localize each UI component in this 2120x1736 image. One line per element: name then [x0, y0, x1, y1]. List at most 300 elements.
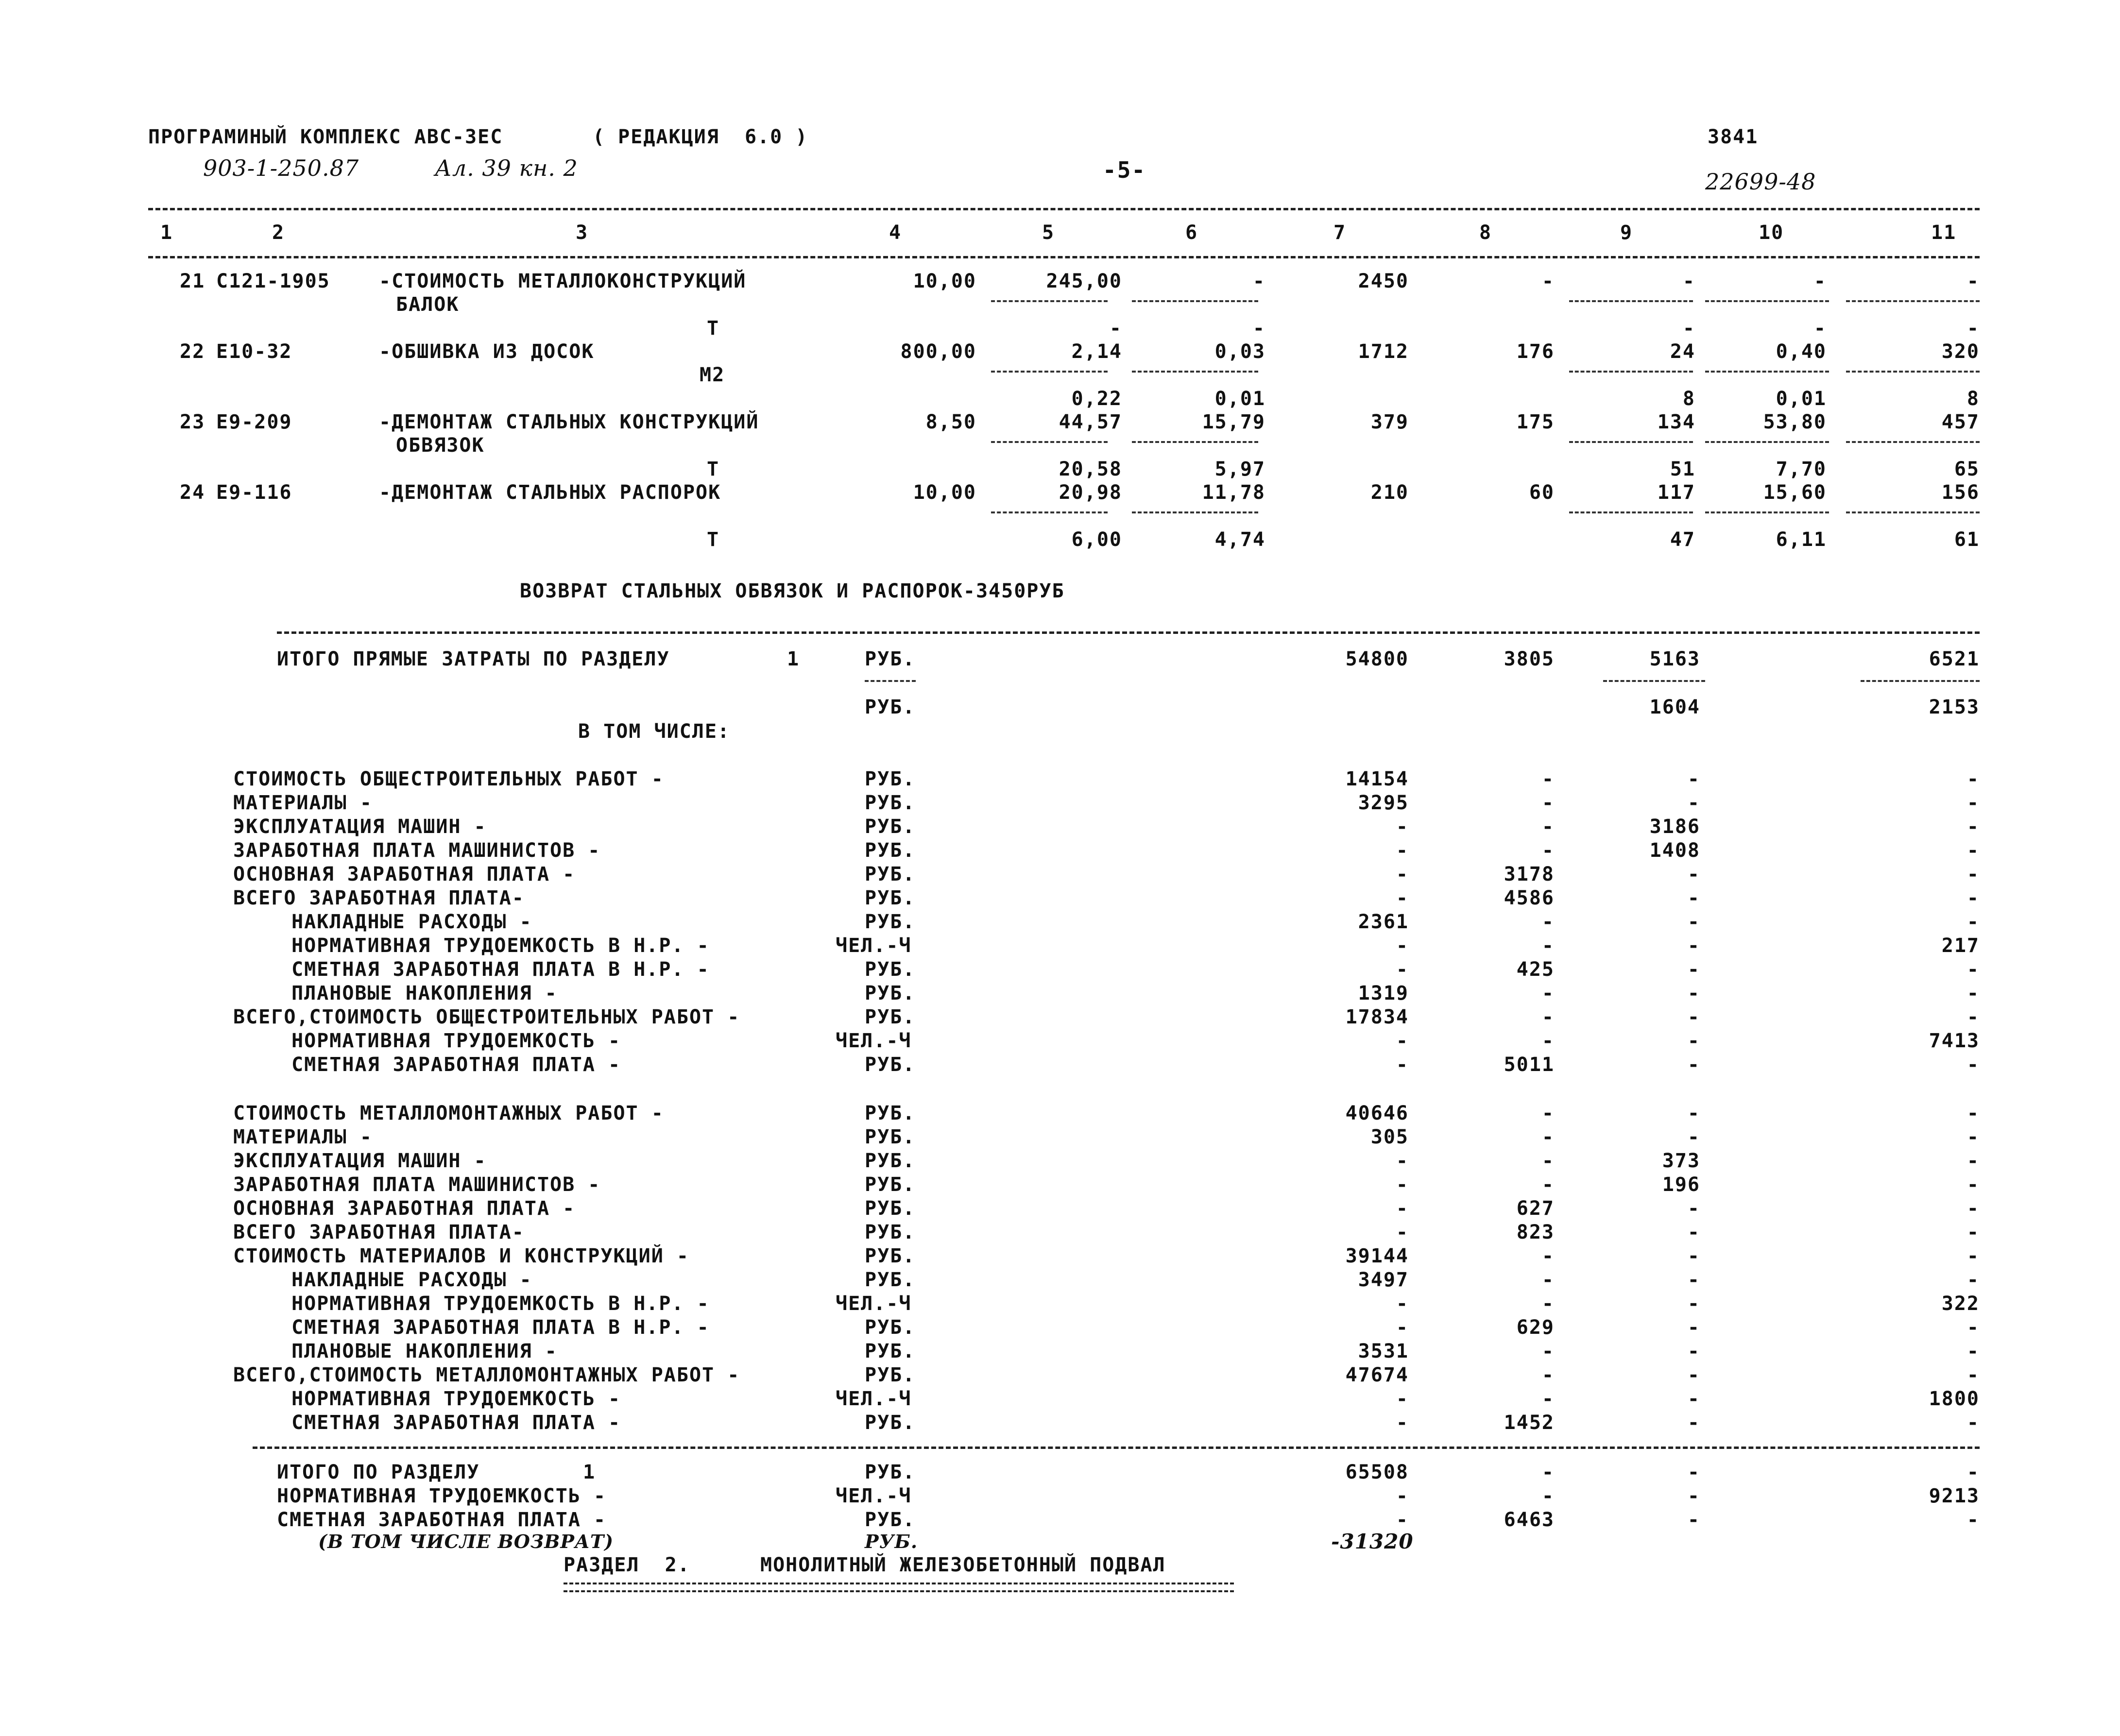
summary-col11: -	[1966, 1006, 1980, 1028]
summary-col9: -	[1687, 768, 1700, 790]
return-included-label: (В ТОМ ЧИСЛЕ ВОЗВРАТ)	[318, 1531, 614, 1552]
section-total-col9: -	[1687, 1509, 1700, 1531]
section-total-col8: -	[1541, 1485, 1555, 1507]
row-number: 24	[180, 481, 205, 504]
summary-col7: -	[1396, 935, 1409, 957]
summary-col9: 1408	[1649, 839, 1700, 862]
section-total-col11: -	[1966, 1509, 1980, 1531]
column-header-9: 9	[1620, 221, 1633, 244]
summary-col11: 322	[1941, 1293, 1980, 1315]
summary-col7: 3531	[1358, 1340, 1409, 1362]
column-header-10: 10	[1759, 221, 1784, 244]
stamp-number: 3841	[1708, 126, 1759, 148]
summary-col9: 3186	[1649, 816, 1700, 838]
summary-col8: -	[1541, 839, 1555, 862]
summary-col11: -	[1966, 792, 1980, 814]
row-c6: -	[1252, 270, 1265, 292]
summary-unit: РУБ.	[865, 1340, 916, 1362]
page-number: -5-	[1103, 157, 1146, 183]
summary-col11: -	[1966, 911, 1980, 933]
summary-col9: -	[1687, 1221, 1700, 1243]
summary-unit: РУБ.	[865, 982, 916, 1004]
summary-col8: -	[1541, 1006, 1555, 1028]
summary-col8: -	[1541, 1030, 1555, 1052]
section-total-col9: -	[1687, 1461, 1700, 1483]
summary-label: НОРМАТИВНАЯ ТРУДОЕМКОСТЬ -	[291, 1030, 621, 1052]
summary-col7: -	[1396, 887, 1409, 909]
section2-double-rule	[564, 1583, 1234, 1592]
summary-col11: -	[1966, 1102, 1980, 1124]
summary-col8: -	[1541, 1126, 1555, 1148]
total-direct-col7: 54800	[1345, 648, 1409, 670]
row-sub-col6: -	[1252, 317, 1265, 340]
summary-col9: -	[1687, 1054, 1700, 1076]
row-underline	[991, 371, 1108, 373]
summary-col8: -	[1541, 1102, 1555, 1124]
row-c10: 15,60	[1763, 481, 1827, 504]
summary-col11: -	[1966, 1340, 1980, 1362]
row-qty: 10,00	[913, 481, 976, 504]
summary-col8: 4586	[1504, 887, 1555, 909]
summary-col11: -	[1966, 839, 1980, 862]
summary-col11: -	[1966, 863, 1980, 885]
summary-col9: -	[1687, 1030, 1700, 1052]
row-c5: 2,14	[1071, 340, 1122, 363]
row-sub-col10: -	[1813, 317, 1827, 340]
summary-col8: -	[1541, 1174, 1555, 1196]
document-code-handwritten: 903-1-250.87	[203, 155, 359, 181]
section-total-label: СМЕТНАЯ ЗАРАБОТНАЯ ПЛАТА -	[277, 1509, 607, 1531]
section-total-col11: -	[1966, 1461, 1980, 1483]
table-header-rule	[148, 256, 1980, 258]
summary-col11: -	[1966, 1364, 1980, 1386]
summary-unit: РУБ.	[865, 1054, 916, 1076]
summary-col7: 40646	[1345, 1102, 1409, 1124]
summary-label: НОРМАТИВНАЯ ТРУДОЕМКОСТЬ В Н.Р. -	[291, 1293, 710, 1315]
summary-label: ОСНОВНАЯ ЗАРАБОТНАЯ ПЛАТА -	[233, 863, 576, 885]
row-sub-col9: 51	[1670, 458, 1695, 480]
summary-label: СМЕТНАЯ ЗАРАБОТНАЯ ПЛАТА -	[291, 1412, 621, 1434]
summary-col9: -	[1687, 1006, 1700, 1028]
section-total-col8: -	[1541, 1461, 1555, 1483]
row-underline	[1846, 511, 1980, 513]
row-sub-col10: 0,01	[1776, 388, 1827, 410]
summary-col11: -	[1966, 816, 1980, 838]
row-unit: Т	[707, 458, 720, 480]
row-sub-col5: 20,58	[1059, 458, 1122, 480]
summary-unit: РУБ.	[865, 1245, 916, 1267]
section-total-rule	[253, 1447, 1980, 1449]
summary-col11: -	[1966, 1412, 1980, 1434]
row-sub-col11: 61	[1954, 528, 1980, 551]
summary-col7: 14154	[1345, 768, 1409, 790]
section-total-col8: 6463	[1504, 1509, 1555, 1531]
row-c5: 245,00	[1046, 270, 1122, 292]
summary-label: ВСЕГО ЗАРАБОТНАЯ ПЛАТА-	[233, 1221, 525, 1243]
summary-label: ПЛАНОВЫЕ НАКОПЛЕНИЯ -	[291, 982, 558, 1004]
row-code: Е9-116	[216, 481, 292, 504]
summary-label: СТОИМОСТЬ ОБЩЕСТРОИТЕЛЬНЫХ РАБОТ -	[233, 768, 664, 790]
summary-col11: 217	[1941, 935, 1980, 957]
summary-col9: 196	[1662, 1174, 1700, 1196]
unit-underline	[865, 680, 916, 682]
summary-col7: 1319	[1358, 982, 1409, 1004]
summary-col9: -	[1687, 1364, 1700, 1386]
summary-col7: -	[1396, 816, 1409, 838]
column-header-11: 11	[1931, 221, 1957, 244]
column-header-6: 6	[1185, 221, 1198, 244]
edition-label: ( РЕДАКЦИЯ 6.0 )	[593, 126, 808, 148]
row-number: 22	[180, 340, 205, 363]
row-c11: 156	[1941, 481, 1980, 504]
row-c8: 175	[1516, 411, 1555, 433]
summary-col7: -	[1396, 1174, 1409, 1196]
summary-col9: 373	[1662, 1150, 1700, 1172]
section-total-col7: -	[1396, 1485, 1409, 1507]
row-underline	[1846, 441, 1980, 443]
summary-col11: -	[1966, 1150, 1980, 1172]
row-sub-col6: 5,97	[1214, 458, 1265, 480]
summary-col9: -	[1687, 958, 1700, 981]
summary-label: ЗАРАБОТНАЯ ПЛАТА МАШИНИСТОВ -	[233, 1174, 601, 1196]
summary-col7: -	[1396, 1221, 1409, 1243]
summary-col7: -	[1396, 1412, 1409, 1434]
row-name: -СТОИМОСТЬ МЕТАЛЛОКОНСТРУКЦИЙ	[379, 270, 747, 292]
row-sub-col11: 8	[1966, 388, 1980, 410]
row-underline	[991, 441, 1108, 443]
row-underline	[991, 511, 1108, 513]
summary-col8: -	[1541, 816, 1555, 838]
row-number: 21	[180, 270, 205, 292]
summary-col7: -	[1396, 958, 1409, 981]
row-underline	[1705, 371, 1829, 373]
row-c8: 176	[1516, 340, 1555, 363]
column-header-7: 7	[1334, 221, 1347, 244]
row-c7: 1712	[1358, 340, 1409, 363]
summary-col9: -	[1687, 792, 1700, 814]
summary-unit: РУБ.	[865, 1221, 916, 1243]
row-underline	[991, 300, 1108, 302]
summary-label: СМЕТНАЯ ЗАРАБОТНАЯ ПЛАТА В Н.Р. -	[291, 958, 710, 981]
total-direct-col9: 5163	[1649, 648, 1700, 670]
row-code: Е10-32	[216, 340, 292, 363]
summary-label: ЗАРАБОТНАЯ ПЛАТА МАШИНИСТОВ -	[233, 839, 601, 862]
summary-label: СТОИМОСТЬ МАТЕРИАЛОВ И КОНСТРУКЦИЙ -	[233, 1245, 689, 1267]
row-name: -ДЕМОНТАЖ СТАЛЬНЫХ РАСПОРОК	[379, 481, 721, 504]
summary-col7: -	[1396, 1316, 1409, 1339]
summary-unit: РУБ.	[865, 887, 916, 909]
summary-label: СМЕТНАЯ ЗАРАБОТНАЯ ПЛАТА -	[291, 1054, 621, 1076]
row-c10: 53,80	[1763, 411, 1827, 433]
summary-unit: РУБ.	[865, 1102, 916, 1124]
summary-col11: -	[1966, 958, 1980, 981]
summary-col11: -	[1966, 1221, 1980, 1243]
col11-underline	[1861, 680, 1980, 682]
row-c11: -	[1966, 270, 1980, 292]
summary-label: ЭКСПЛУАТАЦИЯ МАШИН -	[233, 816, 487, 838]
summary-col8: -	[1541, 982, 1555, 1004]
summary-col11: -	[1966, 887, 1980, 909]
summary-unit: РУБ.	[865, 1197, 916, 1220]
row-unit: М2	[700, 364, 725, 386]
summary-unit: ЧЕЛ.-Ч	[836, 1030, 912, 1052]
program-title: ПРОГРАМИНЫЙ КОМПЛЕКС АВС-ЗЕС	[148, 126, 503, 148]
summary-col11: -	[1966, 768, 1980, 790]
summary-label: СТОИМОСТЬ МЕТАЛЛОМОНТАЖНЫХ РАБОТ -	[233, 1102, 664, 1124]
summary-col9: -	[1687, 1388, 1700, 1410]
summary-col8: -	[1541, 1269, 1555, 1291]
summary-col9: -	[1687, 1316, 1700, 1339]
total-direct-col8: 3805	[1504, 648, 1555, 670]
summary-unit: РУБ.	[865, 1364, 916, 1386]
summary-col8: -	[1541, 792, 1555, 814]
row-unit: Т	[707, 317, 720, 340]
section-total-unit: РУБ.	[865, 1509, 916, 1531]
summary-col11: -	[1966, 1054, 1980, 1076]
total-direct-col11-sub: 2153	[1929, 696, 1980, 718]
column-header-1: 1	[160, 221, 173, 244]
row-name: -ДЕМОНТАЖ СТАЛЬНЫХ КОНСТРУКЦИЙ	[379, 411, 759, 433]
summary-unit: ЧЕЛ.-Ч	[836, 1388, 912, 1410]
summary-unit: РУБ.	[865, 1150, 916, 1172]
row-sub-col5: 6,00	[1071, 528, 1122, 551]
summary-col7: -	[1396, 863, 1409, 885]
return-note: ВОЗВРАТ СТАЛЬНЫХ ОБВЯЗОК И РАСПОРОК-3450РУБ	[520, 580, 1065, 602]
summary-col8: -	[1541, 911, 1555, 933]
summary-unit: РУБ.	[865, 1269, 916, 1291]
row-sub-col11: 65	[1954, 458, 1980, 480]
row-qty: 8,50	[925, 411, 976, 433]
row-code: С121-1905	[216, 270, 330, 292]
summary-col7: -	[1396, 1197, 1409, 1220]
summary-col11: -	[1966, 982, 1980, 1004]
summary-col9: -	[1687, 863, 1700, 885]
summary-label: МАТЕРИАЛЫ -	[233, 1126, 373, 1148]
table-top-rule	[148, 208, 1980, 210]
including-label: В ТОМ ЧИСЛЕ:	[578, 720, 730, 743]
row-qty: 800,00	[900, 340, 976, 363]
summary-col7: -	[1396, 1054, 1409, 1076]
section-total-col7: 65508	[1345, 1461, 1409, 1483]
summary-col9: -	[1687, 1245, 1700, 1267]
row-c7: 2450	[1358, 270, 1409, 292]
summary-col7: -	[1396, 1150, 1409, 1172]
row-sub-col6: 4,74	[1214, 528, 1265, 551]
section-total-label: НОРМАТИВНАЯ ТРУДОЕМКОСТЬ -	[277, 1485, 607, 1507]
summary-col8: 629	[1516, 1316, 1555, 1339]
summary-col9: -	[1687, 1340, 1700, 1362]
summary-label: ВСЕГО ЗАРАБОТНАЯ ПЛАТА-	[233, 887, 525, 909]
column-header-8: 8	[1479, 221, 1492, 244]
section-total-col11: 9213	[1929, 1485, 1980, 1507]
row-c10: -	[1813, 270, 1827, 292]
row-underline	[1705, 511, 1829, 513]
summary-col7: 47674	[1345, 1364, 1409, 1386]
summary-col8: 425	[1516, 958, 1555, 981]
summary-label: ОСНОВНАЯ ЗАРАБОТНАЯ ПЛАТА -	[233, 1197, 576, 1220]
row-sub-col9: -	[1682, 317, 1695, 340]
column-header-3: 3	[576, 221, 589, 244]
row-unit: Т	[707, 528, 720, 551]
row-c8: -	[1541, 270, 1555, 292]
summary-col7: -	[1396, 1388, 1409, 1410]
summary-unit: РУБ.	[865, 1126, 916, 1148]
row-sub-col9: 47	[1670, 528, 1695, 551]
summary-label: ПЛАНОВЫЕ НАКОПЛЕНИЯ -	[291, 1340, 558, 1362]
summary-col8: 3178	[1504, 863, 1555, 885]
summary-unit: РУБ.	[865, 911, 916, 933]
summary-col8: -	[1541, 768, 1555, 790]
summary-col7: 39144	[1345, 1245, 1409, 1267]
row-c5: 44,57	[1059, 411, 1122, 433]
summary-col7: 2361	[1358, 911, 1409, 933]
total-direct-unit: РУБ.	[865, 648, 916, 670]
summary-col11: 1800	[1929, 1388, 1980, 1410]
summary-col7: 305	[1370, 1126, 1409, 1148]
summary-col8: -	[1541, 1245, 1555, 1267]
row-c9: 117	[1657, 481, 1695, 504]
row-sub-col10: 6,11	[1776, 528, 1827, 551]
row-name: -ОБШИВКА ИЗ ДОСОК	[379, 340, 595, 363]
summary-label: НОРМАТИВНАЯ ТРУДОЕМКОСТЬ -	[291, 1388, 621, 1410]
row-name-cont: ОБВЯЗОК	[396, 434, 485, 457]
summary-col9: -	[1687, 1412, 1700, 1434]
total-direct-label: ИТОГО ПРЯМЫЕ ЗАТРАТЫ ПО РАЗДЕЛУ	[277, 648, 670, 670]
summary-label: МАТЕРИАЛЫ -	[233, 792, 373, 814]
summary-col11: 7413	[1929, 1030, 1980, 1052]
summary-unit: РУБ.	[865, 1174, 916, 1196]
row-sub-col9: 8	[1682, 388, 1695, 410]
summary-col9: -	[1687, 982, 1700, 1004]
column-header-4: 4	[889, 221, 902, 244]
summary-col9: -	[1687, 911, 1700, 933]
row-c10: 0,40	[1776, 340, 1827, 363]
summary-col8: 627	[1516, 1197, 1555, 1220]
total-direct-section: 1	[787, 648, 800, 670]
row-c6: 0,03	[1214, 340, 1265, 363]
row-underline	[1569, 371, 1693, 373]
inventory-number-handwritten: 22699-48	[1705, 169, 1816, 195]
section-total-unit: РУБ.	[865, 1461, 916, 1483]
totals-top-rule	[277, 631, 1980, 634]
row-c6: 11,78	[1202, 481, 1265, 504]
row-underline	[1705, 300, 1829, 302]
summary-col8: -	[1541, 1340, 1555, 1362]
row-underline	[1132, 300, 1258, 302]
summary-label: ВСЕГО,СТОИМОСТЬ МЕТАЛЛОМОНТАЖНЫХ РАБОТ -	[233, 1364, 740, 1386]
row-underline	[1569, 511, 1693, 513]
summary-col9: -	[1687, 1197, 1700, 1220]
summary-label: ВСЕГО,СТОИМОСТЬ ОБЩЕСТРОИТЕЛЬНЫХ РАБОТ -	[233, 1006, 740, 1028]
summary-label: СМЕТНАЯ ЗАРАБОТНАЯ ПЛАТА В Н.Р. -	[291, 1316, 710, 1339]
return-included-value: -31320	[1331, 1530, 1414, 1553]
summary-unit: РУБ.	[865, 1412, 916, 1434]
summary-col7: 3497	[1358, 1269, 1409, 1291]
row-sub-col11: -	[1966, 317, 1980, 340]
summary-col9: -	[1687, 935, 1700, 957]
summary-col11: -	[1966, 1245, 1980, 1267]
col9-underline	[1603, 680, 1705, 682]
summary-col8: -	[1541, 1388, 1555, 1410]
section-total-label: ИТОГО ПО РАЗДЕЛУ	[277, 1461, 480, 1483]
summary-col7: -	[1396, 1293, 1409, 1315]
section2-label: РАЗДЕЛ 2.	[564, 1554, 690, 1576]
summary-unit: ЧЕЛ.-Ч	[836, 935, 912, 957]
summary-col9: -	[1687, 1126, 1700, 1148]
summary-col9: -	[1687, 1102, 1700, 1124]
summary-col11: -	[1966, 1174, 1980, 1196]
summary-unit: РУБ.	[865, 839, 916, 862]
summary-col8: 823	[1516, 1221, 1555, 1243]
section-total-unit: ЧЕЛ.-Ч	[836, 1485, 912, 1507]
row-sub-col10: 7,70	[1776, 458, 1827, 480]
summary-col7: -	[1396, 839, 1409, 862]
row-underline	[1705, 441, 1829, 443]
section-total-col9: -	[1687, 1485, 1700, 1507]
row-underline	[1569, 441, 1693, 443]
summary-col8: -	[1541, 1364, 1555, 1386]
row-c9: -	[1682, 270, 1695, 292]
summary-col7: -	[1396, 1030, 1409, 1052]
summary-col8: -	[1541, 935, 1555, 957]
row-underline	[1132, 511, 1258, 513]
return-included-unit: РУБ.	[865, 1531, 918, 1552]
row-underline	[1132, 441, 1258, 443]
summary-col11: -	[1966, 1197, 1980, 1220]
summary-col9: -	[1687, 887, 1700, 909]
row-c9: 24	[1670, 340, 1695, 363]
summary-col9: -	[1687, 1293, 1700, 1315]
row-underline	[1846, 300, 1980, 302]
album-handwritten: Ал. 39 кн. 2	[435, 155, 578, 181]
summary-col8: 5011	[1504, 1054, 1555, 1076]
summary-col9: -	[1687, 1269, 1700, 1291]
summary-col8: -	[1541, 1293, 1555, 1315]
row-c11: 457	[1941, 411, 1980, 433]
column-header-2: 2	[272, 221, 285, 244]
row-underline	[1132, 371, 1258, 373]
row-underline	[1846, 371, 1980, 373]
summary-col7: 3295	[1358, 792, 1409, 814]
row-code: Е9-209	[216, 411, 292, 433]
column-header-5: 5	[1042, 221, 1055, 244]
total-direct-col9-sub: 1604	[1649, 696, 1700, 718]
row-c7: 379	[1370, 411, 1409, 433]
section2-title: МОНОЛИТНЫЙ ЖЕЛЕЗОБЕТОННЫЙ ПОДВАЛ	[760, 1554, 1166, 1576]
summary-col7: 17834	[1345, 1006, 1409, 1028]
summary-col11: -	[1966, 1316, 1980, 1339]
summary-unit: РУБ.	[865, 863, 916, 885]
row-sub-col5: -	[1109, 317, 1122, 340]
summary-unit: РУБ.	[865, 958, 916, 981]
summary-col11: -	[1966, 1269, 1980, 1291]
row-underline	[1569, 300, 1693, 302]
summary-label: НАКЛАДНЫЕ РАСХОДЫ -	[291, 1269, 532, 1291]
row-name-cont: БАЛОК	[396, 293, 460, 316]
summary-label: НАКЛАДНЫЕ РАСХОДЫ -	[291, 911, 532, 933]
row-c6: 15,79	[1202, 411, 1265, 433]
row-c11: 320	[1941, 340, 1980, 363]
summary-col8: 1452	[1504, 1412, 1555, 1434]
summary-label: ЭКСПЛУАТАЦИЯ МАШИН -	[233, 1150, 487, 1172]
row-c5: 20,98	[1059, 481, 1122, 504]
summary-col8: -	[1541, 1150, 1555, 1172]
summary-unit: РУБ.	[865, 1316, 916, 1339]
row-sub-col5: 0,22	[1071, 388, 1122, 410]
summary-unit: РУБ.	[865, 768, 916, 790]
section-total-number: 1	[583, 1461, 596, 1483]
row-c9: 134	[1657, 411, 1695, 433]
